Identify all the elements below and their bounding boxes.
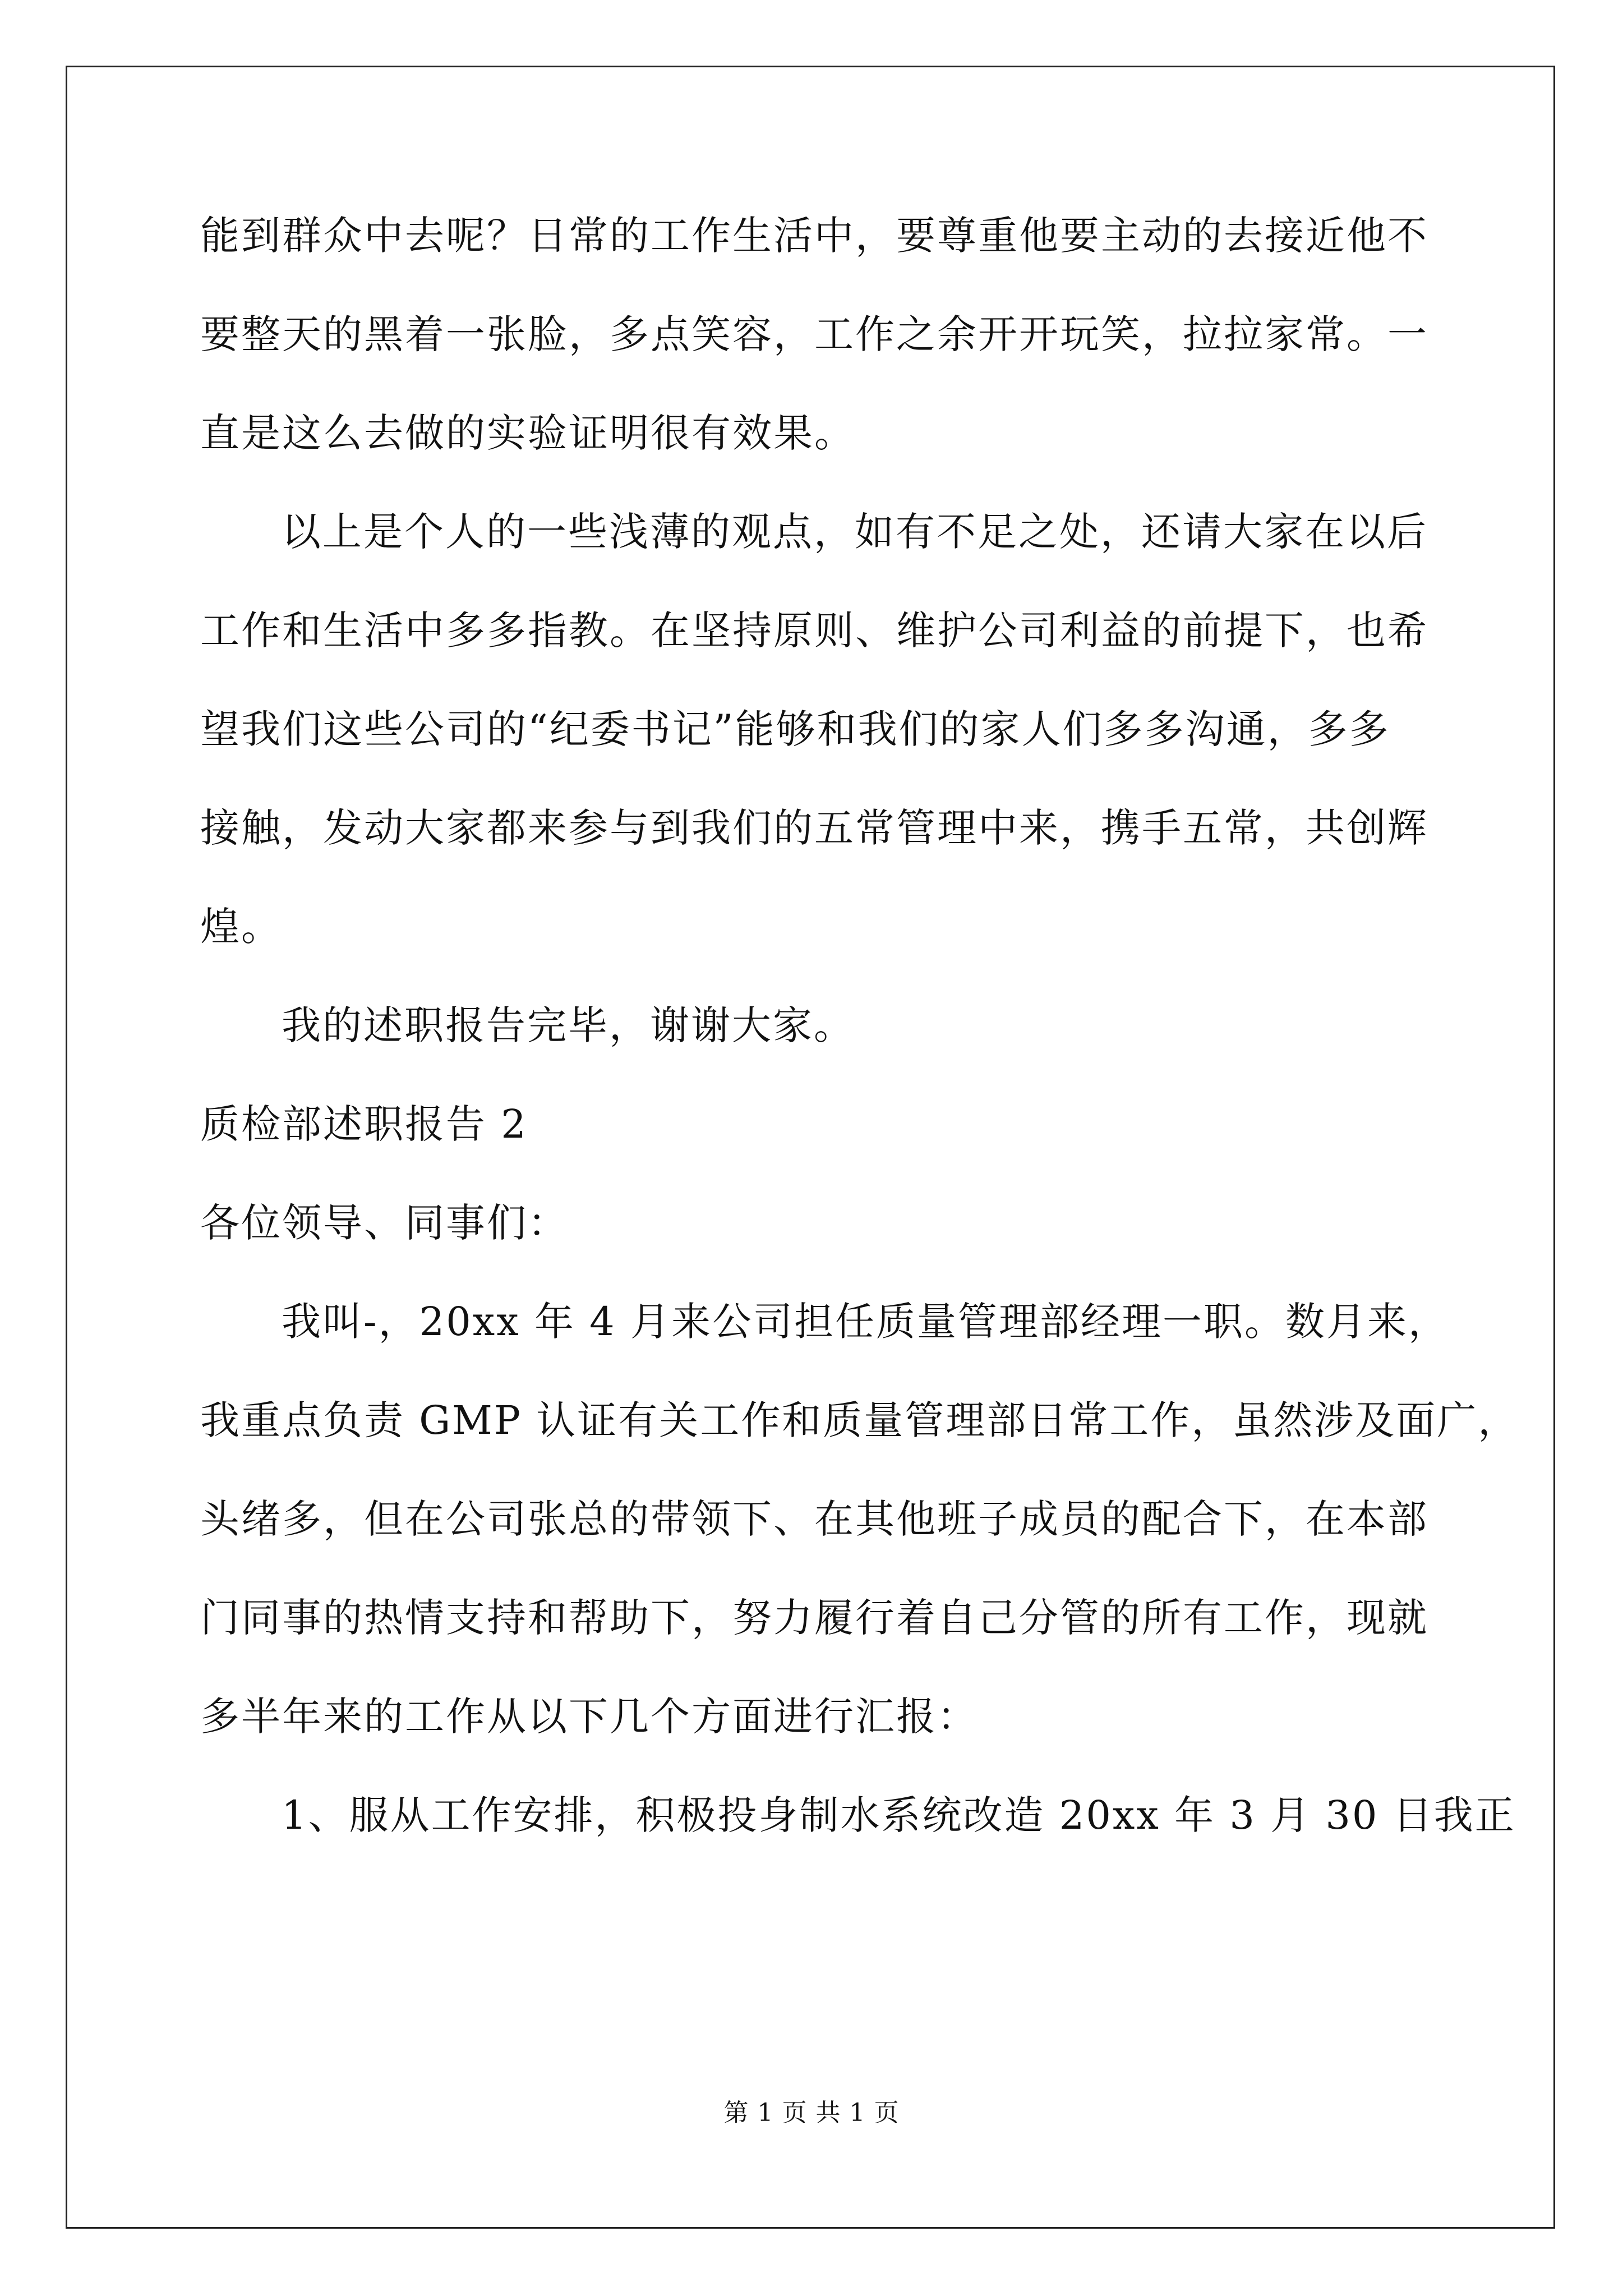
text-line: 头绪多，但在公司张总的带领下、在其他班子成员的配合下，在本部 — [200, 1496, 1428, 1542]
text-line: 要整天的黑着一张脸，多点笑容，工作之余开开玩笑，拉拉家常。一 — [200, 311, 1428, 357]
text-line: 望我们这些公司的“纪委书记”能够和我们的家人们多多沟通，多多 — [200, 706, 1390, 752]
text-line: 直是这么去做的实验证明很有效果。 — [200, 410, 855, 456]
paragraph-first-line: 以上是个人的一些浅薄的观点，如有不足之处，还请大家在以后 — [282, 509, 1428, 555]
text-line: 工作和生活中多多指教。在坚持原则、维护公司利益的前提下，也希 — [200, 608, 1428, 654]
section-heading: 质检部述职报告 2 — [200, 1101, 528, 1147]
text-line: 能到群众中去呢？日常的工作生活中，要尊重他要主动的去接近他不 — [200, 213, 1428, 259]
text-line: 煌。 — [200, 904, 282, 950]
text-line: 我重点负责 GMP 认证有关工作和质量管理部日常工作，虽然涉及面广， — [200, 1397, 1519, 1443]
salutation: 各位领导、同事们： — [200, 1200, 569, 1246]
paragraph-first-line: 我叫-，20xx 年 4 月来公司担任质量管理部经理一职。数月来， — [282, 1299, 1449, 1345]
paragraph-first-line: 我的述职报告完毕，谢谢大家。 — [282, 1002, 855, 1048]
text-line: 多半年来的工作从以下几个方面进行汇报： — [200, 1694, 978, 1740]
page-footer: 第 1 页 共 1 页 — [723, 2099, 900, 2127]
paragraph-first-line: 1、服从工作安排，积极投身制水系统改造 20xx 年 3 月 30 日我正 — [282, 1792, 1516, 1838]
text-line: 接触，发动大家都来参与到我们的五常管理中来，携手五常，共创辉 — [200, 805, 1428, 851]
document-body — [200, 213, 1519, 1838]
text-line: 门同事的热情支持和帮助下，努力履行着自己分管的所有工作，现就 — [200, 1595, 1428, 1641]
